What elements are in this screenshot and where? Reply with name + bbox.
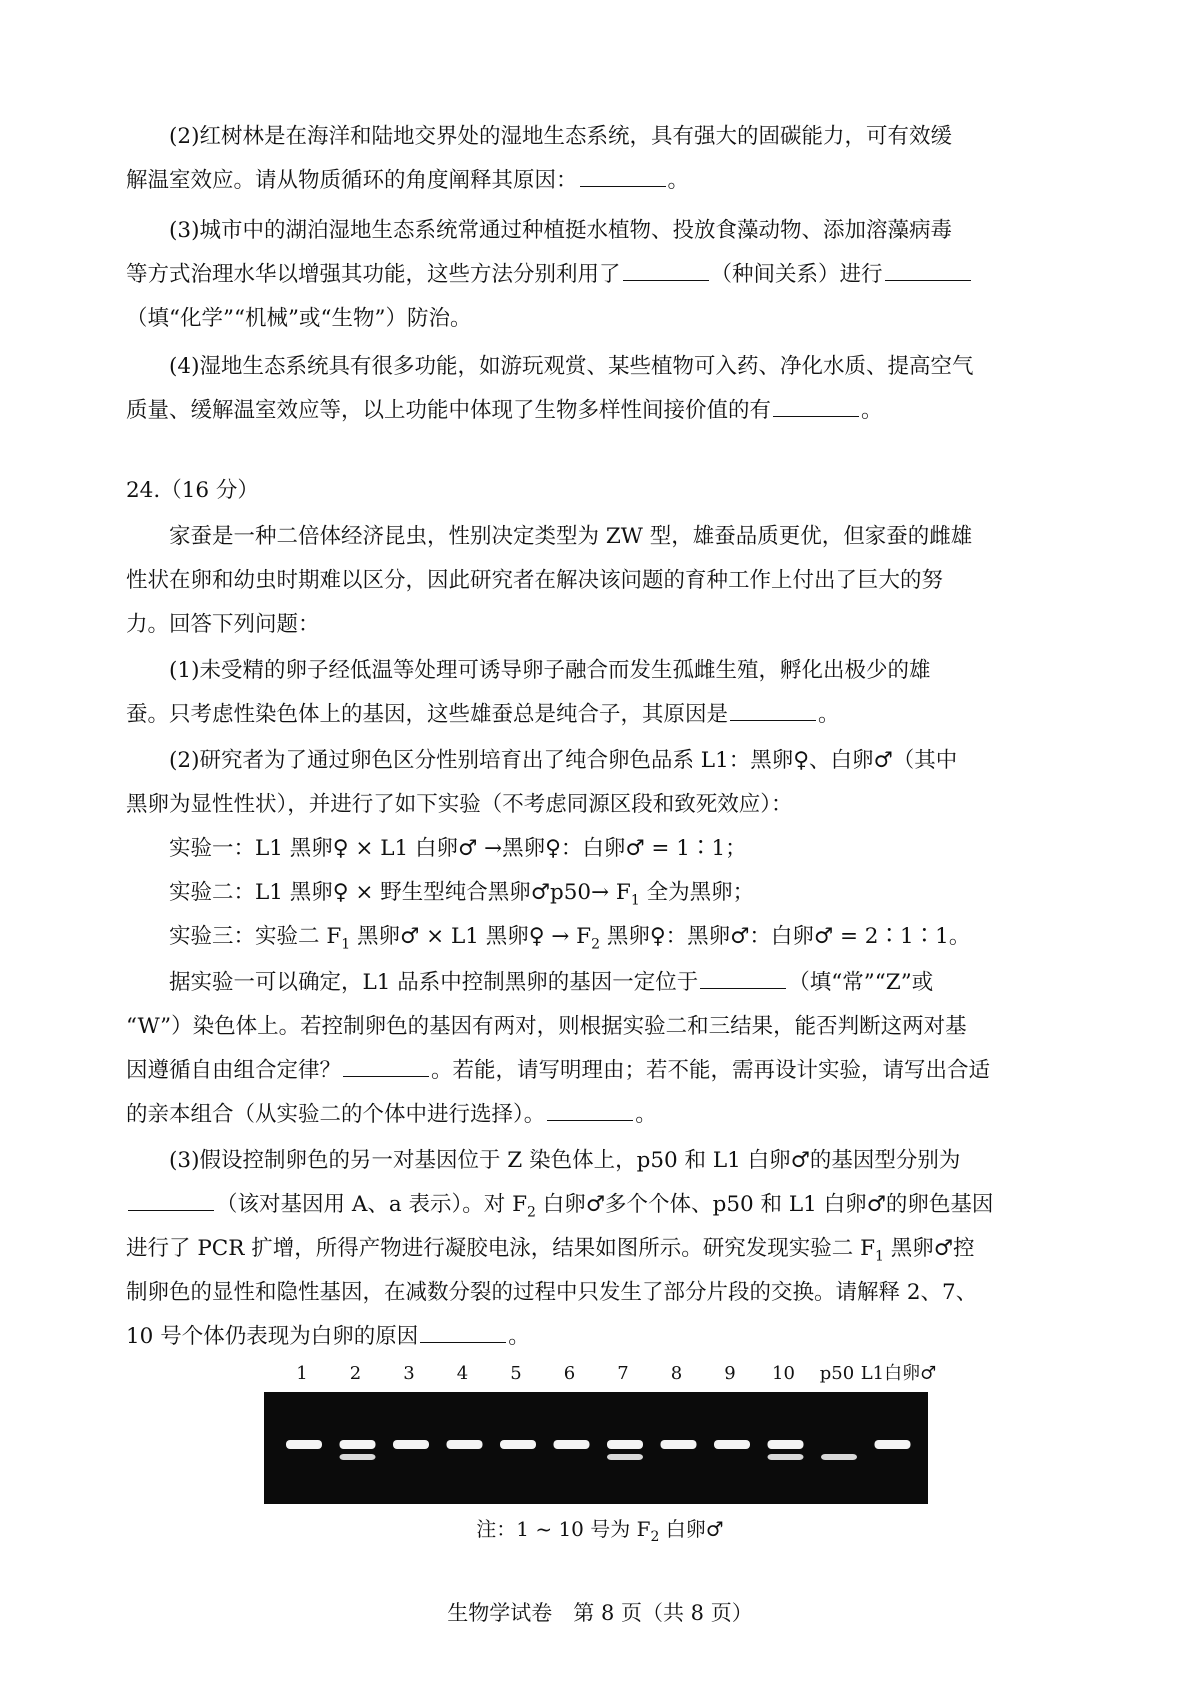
q24-p2-line2: 黑卵为显性性状），并进行了如下实验（不考虑同源区段和致死效应）：: [126, 792, 793, 817]
q24-intro-line1: 家蚕是一种二倍体经济昆虫，性别决定类型为 ZW 型，雄蚕品质更优，但家蚕的雌雄: [169, 524, 973, 549]
q24-p2-line6: [126, 1094, 657, 1136]
q23-p2-line1: (2)红树林是在海洋和陆地交界处的湿地生态系统，具有强大的固碳能力，可有效缓: [169, 124, 952, 149]
q24-p3-line1: (3)假设控制卵色的另一对基因位于 Z 染色体上，p50 和 L1 白卵♂的基因型分别为: [169, 1148, 961, 1173]
lane-label-10: 10: [772, 1363, 795, 1384]
lane-label-6: 6: [563, 1363, 576, 1384]
exp3-text: 实验三：实验二 F: [169, 924, 342, 949]
q24-p1-line2: [126, 694, 840, 736]
q24-p1-text: 蚕。只考虑性染色体上的基因，这些雄蚕总是纯合子，其原因是: [126, 702, 729, 727]
q24-p3-line5: [126, 1316, 530, 1358]
answer-blank: [885, 262, 971, 281]
q24-p3-text4: 黑卵♂控: [883, 1236, 975, 1261]
q24-p2-line1: (2)研究者为了通过卵色区分性别培育出了纯合卵色品系 L1：黑卵♀、白卵♂（其中: [169, 748, 958, 773]
note-text: 注：1 ~ 10 号为 F: [476, 1517, 651, 1541]
exp3-text3: 黑卵♀：黑卵♂：白卵♂ = 2∶1∶1。: [600, 924, 971, 949]
gel-band-upper-lane-3: [393, 1440, 429, 1449]
answer-blank: [623, 262, 709, 281]
gel-lane-labels: [262, 1362, 942, 1392]
gel-band-lower-lane-10: [768, 1454, 804, 1460]
q23-p4-end: 。: [861, 398, 883, 423]
q24-p2-text4: 。若能，请写明理由；若不能，需再设计实验，请写出合适: [431, 1058, 991, 1083]
q23-p3-text2: （种间关系）进行: [710, 262, 883, 287]
q23-p2-text: 解温室效应。请从物质循环的角度阐释其原因：: [126, 168, 578, 193]
lane-label-7: 7: [617, 1363, 629, 1384]
q24-p3-sub2: 1: [875, 1248, 884, 1265]
q24-p1-line1: (1)未受精的卵子经低温等处理可诱导卵子融合而发生孤雌生殖，孵化出极少的雄: [169, 658, 931, 683]
gel-band-upper-lane-5: [500, 1440, 536, 1449]
note-sub: 2: [650, 1529, 660, 1545]
q24-p3-end: 。: [508, 1324, 530, 1349]
figure-note-text: [0, 1514, 1200, 1552]
gel-band-upper-lane-1: [286, 1440, 322, 1449]
q24-p2-line3: [169, 962, 933, 1004]
gel-electrophoresis-image: [264, 1392, 928, 1504]
lane-label-5: 5: [510, 1363, 522, 1384]
gel-band-upper-lane-8: [661, 1440, 697, 1449]
answer-blank: [420, 1324, 506, 1343]
exp2-sub: 1: [630, 892, 640, 909]
gel-band-upper-lane-6: [554, 1440, 590, 1449]
q24-p2-line5: [126, 1050, 990, 1092]
gel-band-lower-lane-2: [340, 1454, 376, 1460]
q24-p2-line4: “W”）染色体上。若控制卵色的基因有两对，则根据实验二和三结果，能否判断这两对基: [126, 1014, 967, 1039]
q24-p1-end: 。: [818, 702, 840, 727]
lane-label-4: 4: [456, 1363, 469, 1384]
q24-header: 24.（16 分）: [126, 478, 259, 503]
answer-blank: [547, 1102, 633, 1121]
q24-p2-text2: （填“常”“Z”或: [788, 970, 934, 995]
gel-band-upper-lane-4: [447, 1440, 483, 1449]
experiment-1: 实验一：L1 黑卵♀ × L1 白卵♂ →黑卵♀：白卵♂ = 1∶1；: [169, 836, 747, 861]
answer-blank: [700, 970, 786, 989]
answer-blank: [128, 1192, 214, 1211]
gel-band-lower-lane-11: [821, 1454, 857, 1460]
exp3-sub1: 1: [341, 936, 351, 953]
lane-label-11: p50: [819, 1363, 855, 1384]
answer-blank: [730, 702, 816, 721]
q23-p4-line2: [126, 390, 883, 432]
gel-band-upper-lane-7: [607, 1440, 643, 1449]
q23-p2-line2: [126, 160, 689, 202]
q24-p2-text5: 的亲本组合（从实验二的个体中进行选择）。: [126, 1102, 546, 1127]
note-text2: 白卵♂: [659, 1517, 724, 1541]
q24-p2-text3: 因遵循自由组合定律？: [126, 1058, 342, 1083]
experiment-3: [169, 916, 970, 965]
q24-intro-line3: 力。回答下列问题：: [126, 612, 320, 637]
exp2-text: 实验二：L1 黑卵♀ × 野生型纯合黑卵♂p50→ F: [169, 880, 631, 905]
q24-p2-end: 。: [635, 1102, 657, 1127]
gel-band-upper-lane-2: [340, 1440, 376, 1449]
q24-p3-line3: [126, 1228, 975, 1277]
q24-p3-text5: 10 号个体仍表现为白卵的原因: [126, 1324, 419, 1349]
q24-p3-sub: 2: [527, 1204, 536, 1221]
q24-intro-line2: 性状在卵和幼虫时期难以区分，因此研究者在解决该问题的育种工作上付出了巨大的努: [126, 568, 944, 593]
q23-p4-text: 质量、缓解温室效应等，以上功能中体现了生物多样性间接价值的有: [126, 398, 772, 423]
experiment-2: [169, 872, 754, 921]
gel-band-upper-lane-9: [714, 1440, 750, 1449]
answer-blank: [773, 398, 859, 417]
q23-p3-line3: （填“化学”“机械”或“生物”）防治。: [126, 306, 472, 331]
lane-label-3: 3: [403, 1363, 415, 1384]
page-footer: 生物学试卷 第 8 页（共 8 页）: [447, 1601, 753, 1625]
answer-blank: [343, 1058, 429, 1077]
q23-p3-line2: [126, 254, 973, 296]
gel-band-upper-lane-10: [768, 1440, 804, 1449]
exp3-sub2: 2: [591, 936, 601, 953]
lane-label-9: 9: [724, 1363, 736, 1384]
q23-p2-end: 。: [667, 168, 690, 193]
q23-p3-text: 等方式治理水华以增强其功能，这些方法分别利用了: [126, 262, 621, 287]
gel-band-upper-lane-12: [875, 1440, 911, 1449]
lane-label-8: 8: [670, 1363, 683, 1384]
q23-p3-line1: (3)城市中的湖泊湿地生态系统常通过种植挺水植物、投放食藻动物、添加溶藻病毒: [169, 218, 952, 243]
lane-label-2: 2: [349, 1363, 362, 1384]
gel-band-lower-lane-7: [607, 1454, 643, 1460]
q23-p4-line1: (4)湿地生态系统具有很多功能，如游玩观赏、某些植物可入药、净化水质、提高空气: [169, 354, 974, 379]
q24-p2-text: 据实验一可以确定，L1 品系中控制黑卵的基因一定位于: [169, 970, 699, 995]
lane-label-1: 1: [296, 1363, 308, 1384]
q24-p3-line4: 制卵色的显性和隐性基因，在减数分裂的过程中只发生了部分片段的交换。请解释 2、7、: [126, 1280, 978, 1305]
exp3-text2: 黑卵♂ × L1 黑卵♀ → F: [350, 924, 592, 949]
answer-blank: [580, 168, 666, 187]
q24-p3-text2: 白卵♂多个个体、p50 和 L1 白卵♂的卵色基因: [535, 1192, 994, 1217]
exp2-text2: 全为黑卵；: [639, 880, 755, 905]
q24-p3-text: （该对基因用 A、a 表示）。对 F: [216, 1192, 528, 1217]
q24-p3-text3: 进行了 PCR 扩增，所得产物进行凝胶电泳，结果如图所示。研究发现实验二 F: [126, 1236, 876, 1261]
lane-label-12: L1白卵♂: [860, 1363, 937, 1384]
q24-p3-line2: [126, 1184, 993, 1233]
